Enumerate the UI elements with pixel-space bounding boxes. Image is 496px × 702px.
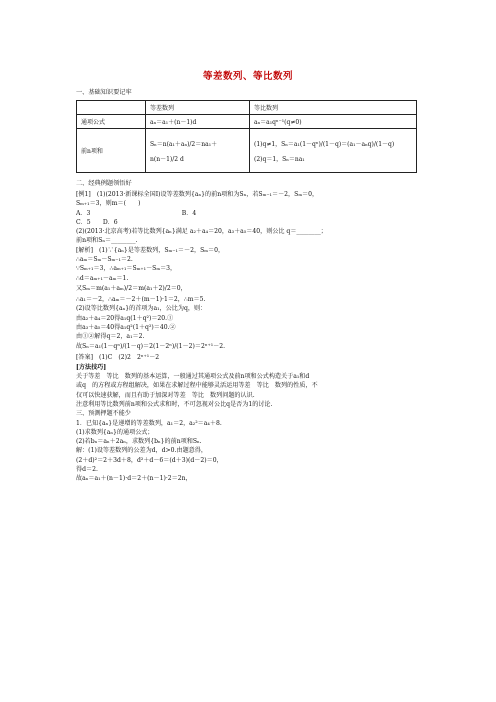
arith-sum-cell (146, 129, 250, 173)
text-line: (2)(2013·北京高考)若等比数列{aₙ}满足 a₂＋a₄＝20，a₃＋a₅＝40，则公比 q＝________； (76, 228, 327, 236)
row-label: 通项公式 (77, 115, 146, 129)
arith-general-term: aₙ＝a₁＋(n－1)d (146, 115, 250, 129)
geo-sum-line-2: (2)q＝1，Sₙ＝na₁ (254, 155, 305, 163)
table-header-cell: 等比数列 (250, 101, 417, 115)
text-line: 或q 的方程或方程组解决，如果在求解过程中能够灵活运用等差 等比 数列的性质，不 (76, 382, 318, 390)
text-line: (2)若bₙ＝aₙ＋2aₙ，求数列{bₙ}的前n项和Sₙ. (76, 438, 202, 446)
text-line: 关于等差 等比 数列的基本运算，一般通过其通项公式及前n项和公式构造关于a₁和d (76, 373, 310, 381)
text-line: 由①②解得q＝2，a₁＝2. (76, 333, 145, 341)
section-heading-predict: 三、预测押题不能少 (76, 410, 131, 418)
table-row (77, 115, 417, 129)
text-line: 故aₙ＝a₁＋(n－1)·d＝2＋(n－1)·2＝2n， (76, 475, 192, 483)
text-line: ∴aₘ＝Sₘ－Sₘ₋₁＝2. (76, 256, 133, 264)
text-line: ∴a₁＝－2，∴aₘ＝－2＋(m－1)·1＝2，∴m＝5. (76, 295, 206, 303)
text-line: 仅可以快速获解，而且有助于加深对等差 等比 数列问题的认识. (76, 391, 255, 399)
text-line: 故Sₙ＝a₁(1－qⁿ)/(1－q)＝2(1－2ⁿ)/(1－2)＝2ⁿ⁺¹－2. (76, 343, 226, 351)
text-line: 由a₂＋a₄＝20得a₁q(1＋q²)＝20.① (76, 314, 174, 322)
text-line: C．5 D．6 (76, 218, 118, 226)
text-line: 1．已知{aₙ}是递增的等差数列，a₁＝2，a₂²＝a₄＋8. (76, 419, 222, 427)
table-header-cell (77, 101, 146, 115)
text-line: (2＋d)²＝2＋3d＋8，d²＋d－6＝(d＋3)(d－2)＝0， (76, 456, 223, 464)
text-line: 得d＝2. (76, 466, 98, 474)
text-line: 注意利用等比数列前n项和公式求和时，不可忽视对公比q是否为1的讨论. (76, 400, 273, 408)
text-line: ∵Sₘ₊₁＝3，∴aₘ₊₁＝Sₘ₊₁－Sₘ＝3， (76, 265, 177, 273)
arith-sum-line-1: Sₙ＝n(a₁＋aₙ)/2＝na₁＋ (150, 140, 218, 148)
text-line: (2)设等比数列{aₙ}的首项为a₁，公比为q，则： (76, 305, 207, 313)
table-header-cell: 等差数列 (146, 101, 250, 115)
arith-sum-line-2: n(n－1)/2 d (150, 155, 184, 163)
text-line: 前n项和Sₙ＝________. (76, 237, 138, 245)
geo-general-term: aₙ＝a₁qⁿ⁻¹(q≠0) (250, 115, 417, 129)
content-body (76, 190, 420, 484)
comparison-table (76, 100, 417, 173)
method-heading: [方法技巧] (76, 363, 107, 371)
text-line: ∴d＝aₘ₊₁－aₘ＝1. (76, 274, 129, 282)
table-header-row (77, 101, 417, 115)
row-label: 前n项和 (77, 129, 146, 173)
table-row (77, 129, 417, 173)
text-line: A．3 B．4 (76, 209, 197, 217)
text-line: [解析] (1)∵{aₙ}是等差数列，Sₘ₋₁＝－2，Sₘ＝0， (76, 246, 225, 254)
page-title: 等差数列、等比数列 (202, 71, 293, 82)
text-line: (1)求数列{aₙ}的通项公式； (76, 428, 154, 436)
text-line: 又Sₘ＝m(a₁＋aₘ)/2＝m(a₁＋2)/2＝0， (76, 284, 187, 292)
section-heading-basics: 一、基础知识要记牢 (76, 89, 132, 96)
text-line: 解：(1)设等差数列的公差为d，d>0.由题意得， (76, 447, 207, 455)
geo-sum-line-1: (1)q≠1，Sₙ＝a₁(1－qⁿ)/(1－q)＝(a₁－aₙq)/(1－q) (254, 140, 395, 148)
geo-sum-cell (250, 129, 417, 173)
text-line: Sₘ₊₁＝3，则m＝( ) (76, 200, 141, 208)
text-line: [例1] (1)(2013·新课标全国Ⅰ)设等差数列{aₙ}的前n项和为Sₙ，若Sₘ₋₁＝－2，Sₘ＝0， (76, 191, 319, 198)
answer-line: [答案] (1)C (2)2 2ⁿ⁺¹－2 (76, 354, 160, 362)
text-line: 由a₃＋a₅＝40得a₁q²(1＋q²)＝40.② (76, 323, 176, 331)
section-heading-examples: 二、经典例题领悟好 (76, 180, 132, 187)
